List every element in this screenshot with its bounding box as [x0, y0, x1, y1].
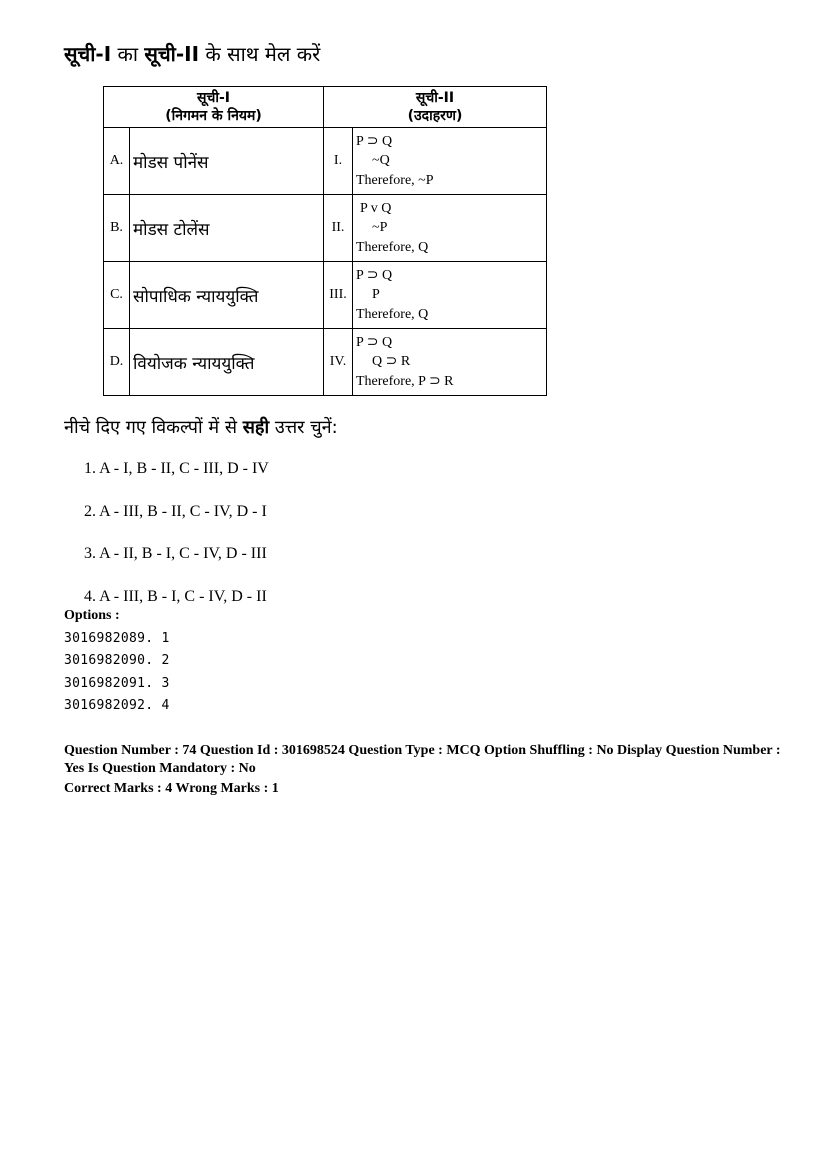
row-letter: C. [104, 262, 130, 329]
instruction-emphasis: सही [242, 417, 270, 438]
match-table [103, 86, 547, 396]
example-line: Therefore, Q [356, 306, 429, 322]
example-line: P ⊃ Q [356, 133, 393, 149]
option-item: 3016982090. 2 [64, 653, 170, 669]
example-line: Therefore, ~P [356, 172, 434, 188]
heading-list1: सूची-I [64, 42, 112, 66]
row-roman: IV. [324, 329, 353, 396]
list1-header [104, 87, 324, 128]
example-line: P v Q [360, 200, 392, 216]
choice-1: 1. A - I, B - II, C - III, D - IV [84, 460, 269, 477]
row-term: वियोजक न्याययुक्ति [130, 329, 324, 396]
option-item: 3016982089. 1 [64, 631, 170, 646]
row-example [353, 128, 547, 195]
match-heading [64, 40, 320, 68]
table-row [104, 329, 547, 396]
example-line: P [372, 287, 380, 303]
row-example [353, 329, 547, 396]
table-header-row [104, 87, 547, 128]
instruction-text [64, 414, 338, 442]
example-line: Q ⊃ R [372, 354, 411, 370]
example-line: ~P [372, 220, 388, 236]
choice-2: 2. A - III, B - II, C - IV, D - I [84, 502, 267, 520]
row-term: मोडस टोलेंस [130, 195, 324, 262]
choice-3: 3. A - II, B - I, C - IV, D - III [84, 545, 267, 562]
example-line: P ⊃ Q [356, 334, 393, 350]
row-term: मोडस पोनेंस [130, 128, 324, 195]
table-row [104, 262, 547, 329]
example-line: Therefore, P ⊃ R [356, 373, 454, 389]
instruction-post: उत्तर चुनें: [274, 417, 338, 438]
list2-header [324, 87, 547, 128]
marks-info: Correct Marks : 4 Wrong Marks : 1 [64, 781, 279, 796]
row-example [353, 195, 547, 262]
list1-header-subtitle: (निगमन के नियम) [165, 108, 262, 124]
row-example [353, 262, 547, 329]
option-item: 3016982092. 4 [64, 697, 170, 713]
options-title: Options : [64, 608, 120, 623]
option-item: 3016982091. 3 [64, 675, 170, 691]
example-line: ~Q [372, 153, 390, 169]
row-roman: II. [324, 195, 353, 262]
options-list [64, 630, 170, 719]
choice-4: 4. A - III, B - I, C - IV, D - II [84, 587, 267, 605]
row-roman: III. [324, 262, 353, 329]
example-line: P ⊃ Q [356, 267, 393, 283]
row-term: सोपाधिक न्याययुक्ति [130, 262, 324, 329]
table-row [104, 128, 547, 195]
list1-header-title: सूची-I [197, 90, 230, 106]
answer-choices [84, 458, 269, 628]
heading-connector: का [117, 42, 139, 66]
example-line: Therefore, Q [356, 239, 429, 255]
table-row [104, 195, 547, 262]
heading-suffix: के साथ मेल करें [205, 42, 321, 66]
row-letter: A. [104, 128, 130, 195]
question-info: Question Number : 74 Question Id : 301698524 Question Type : MCQ Option Shuffling : No Display Question Number : Yes Is Question Mandatory : No [64, 743, 781, 776]
row-letter: D. [104, 329, 130, 396]
row-letter: B. [104, 195, 130, 262]
instruction-pre: नीचे दिए गए विकल्पों में से [64, 417, 237, 438]
heading-list2: सूची-II [144, 42, 200, 66]
list2-header-subtitle: (उदाहरण) [407, 108, 463, 124]
list2-header-title: सूची-II [415, 90, 455, 106]
row-roman: I. [324, 128, 353, 195]
